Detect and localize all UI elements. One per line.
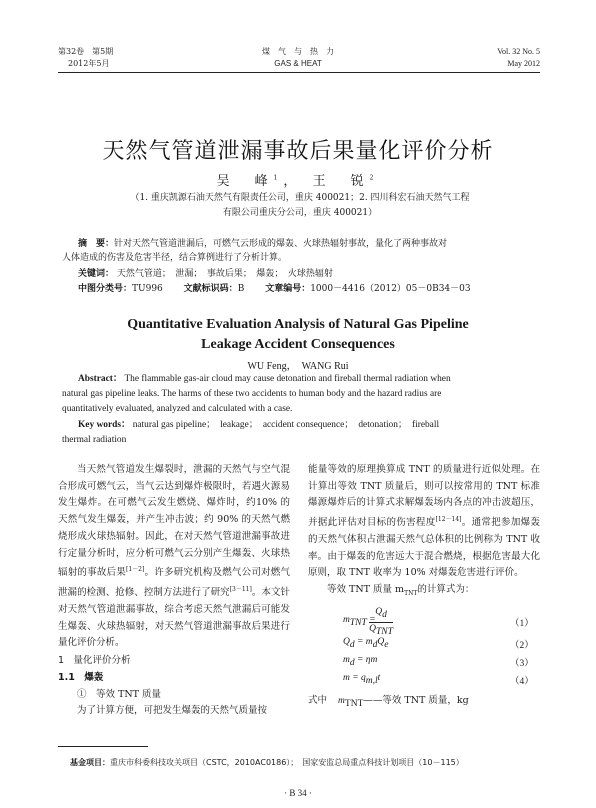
journal-date: 2012年5月 (68, 59, 110, 68)
doc-value: B (237, 284, 245, 294)
journal-name-en: GAS & HEAT (274, 59, 322, 68)
right-text-2: 。通常把参加爆轰的天然气体积占泄漏天然气总体积的比例称为 TNT 收率。由于爆轰的危害远大于混合燃烧，根据危害最大化原则，取 TNT 收率为 10% 对爆轰危害进行评价。 (308, 517, 540, 579)
eq2-sub2: d (372, 639, 378, 650)
abstract-en-label: Abstract： (78, 374, 123, 384)
clc-label: 中图分类号： (78, 284, 133, 294)
eq1-denominator-sub: TNT (375, 626, 393, 637)
journal-name (200, 46, 396, 70)
journal-volume: 第32卷 第5期 (58, 47, 114, 56)
equation-intro-text-2: 的计算式为： (417, 584, 475, 596)
title-en (0, 315, 596, 355)
eq3-end: = ηm (354, 655, 378, 665)
affiliation-cn (100, 191, 500, 221)
where-sub: TNT (344, 698, 364, 709)
section-heading-1-1: 1.1 爆轰 (58, 672, 104, 684)
where-text: ——等效 TNT 质量，kg (363, 695, 469, 706)
title-en-line2: Leakage Accident Consequences (201, 337, 395, 352)
classification-line (62, 282, 554, 296)
abstract-cn-text1: 针对天然气管道泄漏后，可燃气云形成的爆轰、火球热辐射事故，量化了两种事故对 (114, 239, 448, 249)
journal-vol-en-line1: Vol. 32 No. 5 (497, 47, 540, 56)
where-label: 式中 (308, 695, 328, 706)
eq2-number: （2） (510, 641, 534, 651)
section-heading-1-1-1: ① 等效 TNT 质量 (77, 689, 162, 701)
eq1-lhs-sub: TNT (349, 617, 367, 628)
doc-label: 文献标识码： (183, 284, 238, 294)
abstract-en-line1: The flammable gas-air cloud may cause detonation and fireball thermal radiation when (124, 374, 451, 384)
body-left-column (58, 462, 290, 720)
abstract-en (62, 372, 538, 417)
intro-text-3: 。本文针对天然气管道泄漏事故，综合考虑天然气泄漏后可能发生爆轰、火球热辐射，对天然气管道泄漏事故后果进行量化评价分析。 (58, 587, 290, 649)
keywords-cn-label: 关键词： (78, 269, 115, 279)
article-value: 1000－4416（2012）05－0B34－03 (310, 284, 471, 294)
author-1: 吴 峰 (216, 174, 274, 189)
intro-ref-1: [1－2] (125, 566, 145, 574)
eq4-number: （4） (510, 677, 534, 687)
section-heading-1: 1 量化评价分析 (58, 655, 131, 667)
page-title: 天然气管道泄漏事故后果量化评价分析 (102, 139, 494, 164)
eq2-q: Q (343, 637, 350, 647)
affiliation-line2: 有限公司重庆分公司，重庆 400021） (222, 208, 378, 218)
intro-text-1: 当天然气管道发生爆裂时，泄漏的天然气与空气混合形成可燃气云，当气云达到爆炸极限时，若遇火源易发生爆炸。在可燃气云发生燃烧、爆炸时，约10% 的天然气发生爆轰，并产生冲击波；约 90% 的天然气燃烧形成火球热辐射。因此，在对天然气管道泄漏事故进行定量分析时，应分析可燃气云分别产生爆轰、火球热辐射的事故后果 (58, 464, 290, 579)
equation-intro-sub: TNT (404, 589, 418, 597)
keywords-en (62, 418, 538, 448)
abstract-en-line2: natural gas pipeline leaks. The harms of these two accidents to human body and the hazard radius are (62, 389, 442, 399)
equation-intro-text: 等效 TNT 质量 m (327, 584, 405, 596)
footnote-rule (58, 746, 148, 747)
eq2-end: Q (377, 637, 385, 647)
eq3-sub: d (349, 657, 355, 668)
eq1-number: （1） (510, 619, 534, 629)
article-label: 文章编号： (265, 284, 311, 294)
intro-ref-2: [3－11] (229, 586, 252, 594)
equation-2 (343, 637, 389, 650)
right-paragraph-1 (308, 462, 540, 582)
section-paragraph-1: 为了计算方便，可把发生爆轰的天然气质量按 (77, 705, 268, 717)
keywords-cn-text: 天然气管道； 泄漏； 事故后果； 爆轰； 火球热辐射 (116, 269, 333, 279)
abstract-cn-label: 摘 要： (78, 239, 115, 249)
clc-value: TU996 (132, 284, 163, 294)
abstract-en-line3: quantitatively evaluated, analyzed and calculated with a case. (62, 404, 293, 414)
page-number: · B 34 · (284, 788, 312, 798)
eq1-numerator: Q (375, 607, 383, 617)
keywords-en-label: Key words： (78, 420, 131, 430)
authors-cn (0, 170, 596, 189)
author-sep: ， (283, 174, 303, 189)
header-rule (58, 72, 540, 73)
author-2-sup: 2 (369, 174, 380, 182)
equation-1: $m_{TNT}$ = (343, 615, 376, 628)
abstract-cn (62, 237, 538, 265)
eq1-denominator: Q (369, 623, 376, 634)
journal-volume-issue (58, 46, 113, 70)
keywords-en-line1: natural gas pipeline； leakage； accident consequence； detonation； fireball (132, 420, 440, 430)
eq1-lhs: m (343, 615, 350, 625)
eq4-text: m = q (343, 673, 366, 683)
equation-intro (308, 582, 540, 603)
funding-text: 重庆市科委科技攻关项目（CSTC，2010AC0186）； 国家安监总局重点科技计划项目（10－115） (110, 758, 464, 767)
eq3-m: m (343, 655, 350, 665)
equation-4 (343, 673, 380, 686)
intro-text-2: 。许多研究机构及燃气公司对燃气泄漏的检测、抢修、控制方法进行了研究 (58, 567, 290, 599)
where-symbol: m (338, 696, 345, 706)
affiliation-line1: （1. 重庆凯源石油天然气有限责任公司，重庆 400021；2. 四川科宏石油天然气工程 (130, 193, 470, 203)
eq2-mid: = m (354, 637, 373, 647)
body-right-column (308, 462, 540, 603)
eq1-fraction (369, 606, 393, 639)
intro-paragraph (58, 462, 290, 652)
journal-name-cn: 煤 气 与 热 力 (262, 47, 334, 56)
right-ref-1: [12－14] (435, 516, 462, 524)
right-text-1: 能量等效的原理换算成 TNT 的质量进行近似处理。在计算出等效 TNT 质量后，则可以按常用的 TNT 标准爆源爆炸后的计算式求解爆轰场内各点的冲击波超压，并据此评估对目标的伤害程度 (308, 464, 540, 529)
eq4-sub: m,l (365, 675, 378, 686)
title-en-line1: Quantitative Evaluation Analysis of Natural Gas Pipeline (127, 317, 469, 332)
journal-vol-en-line2: May 2012 (507, 59, 540, 68)
eq4-end: t (377, 673, 381, 683)
abstract-cn-text2: 人体造成的伤害及危害半径，结合算例进行了分析计算。 (62, 253, 288, 263)
equation-3 (343, 655, 377, 668)
authors-en: WU Feng， WANG Rui (247, 361, 349, 372)
funding-label: 基金项目： (70, 758, 110, 767)
eq3-number: （3） (510, 659, 534, 669)
where-clause (308, 692, 469, 709)
journal-vol-en (497, 46, 540, 70)
keywords-en-line2: thermal radiation (62, 435, 127, 445)
author-1-sup: 1 (273, 174, 284, 182)
keywords-cn (62, 267, 554, 281)
funding-note (70, 757, 540, 768)
eq1-numerator-sub: d (382, 609, 387, 620)
author-2: 王 锐 (312, 174, 370, 189)
eq2-sub3: e (384, 639, 389, 650)
eq2-sub1: d (349, 639, 355, 650)
